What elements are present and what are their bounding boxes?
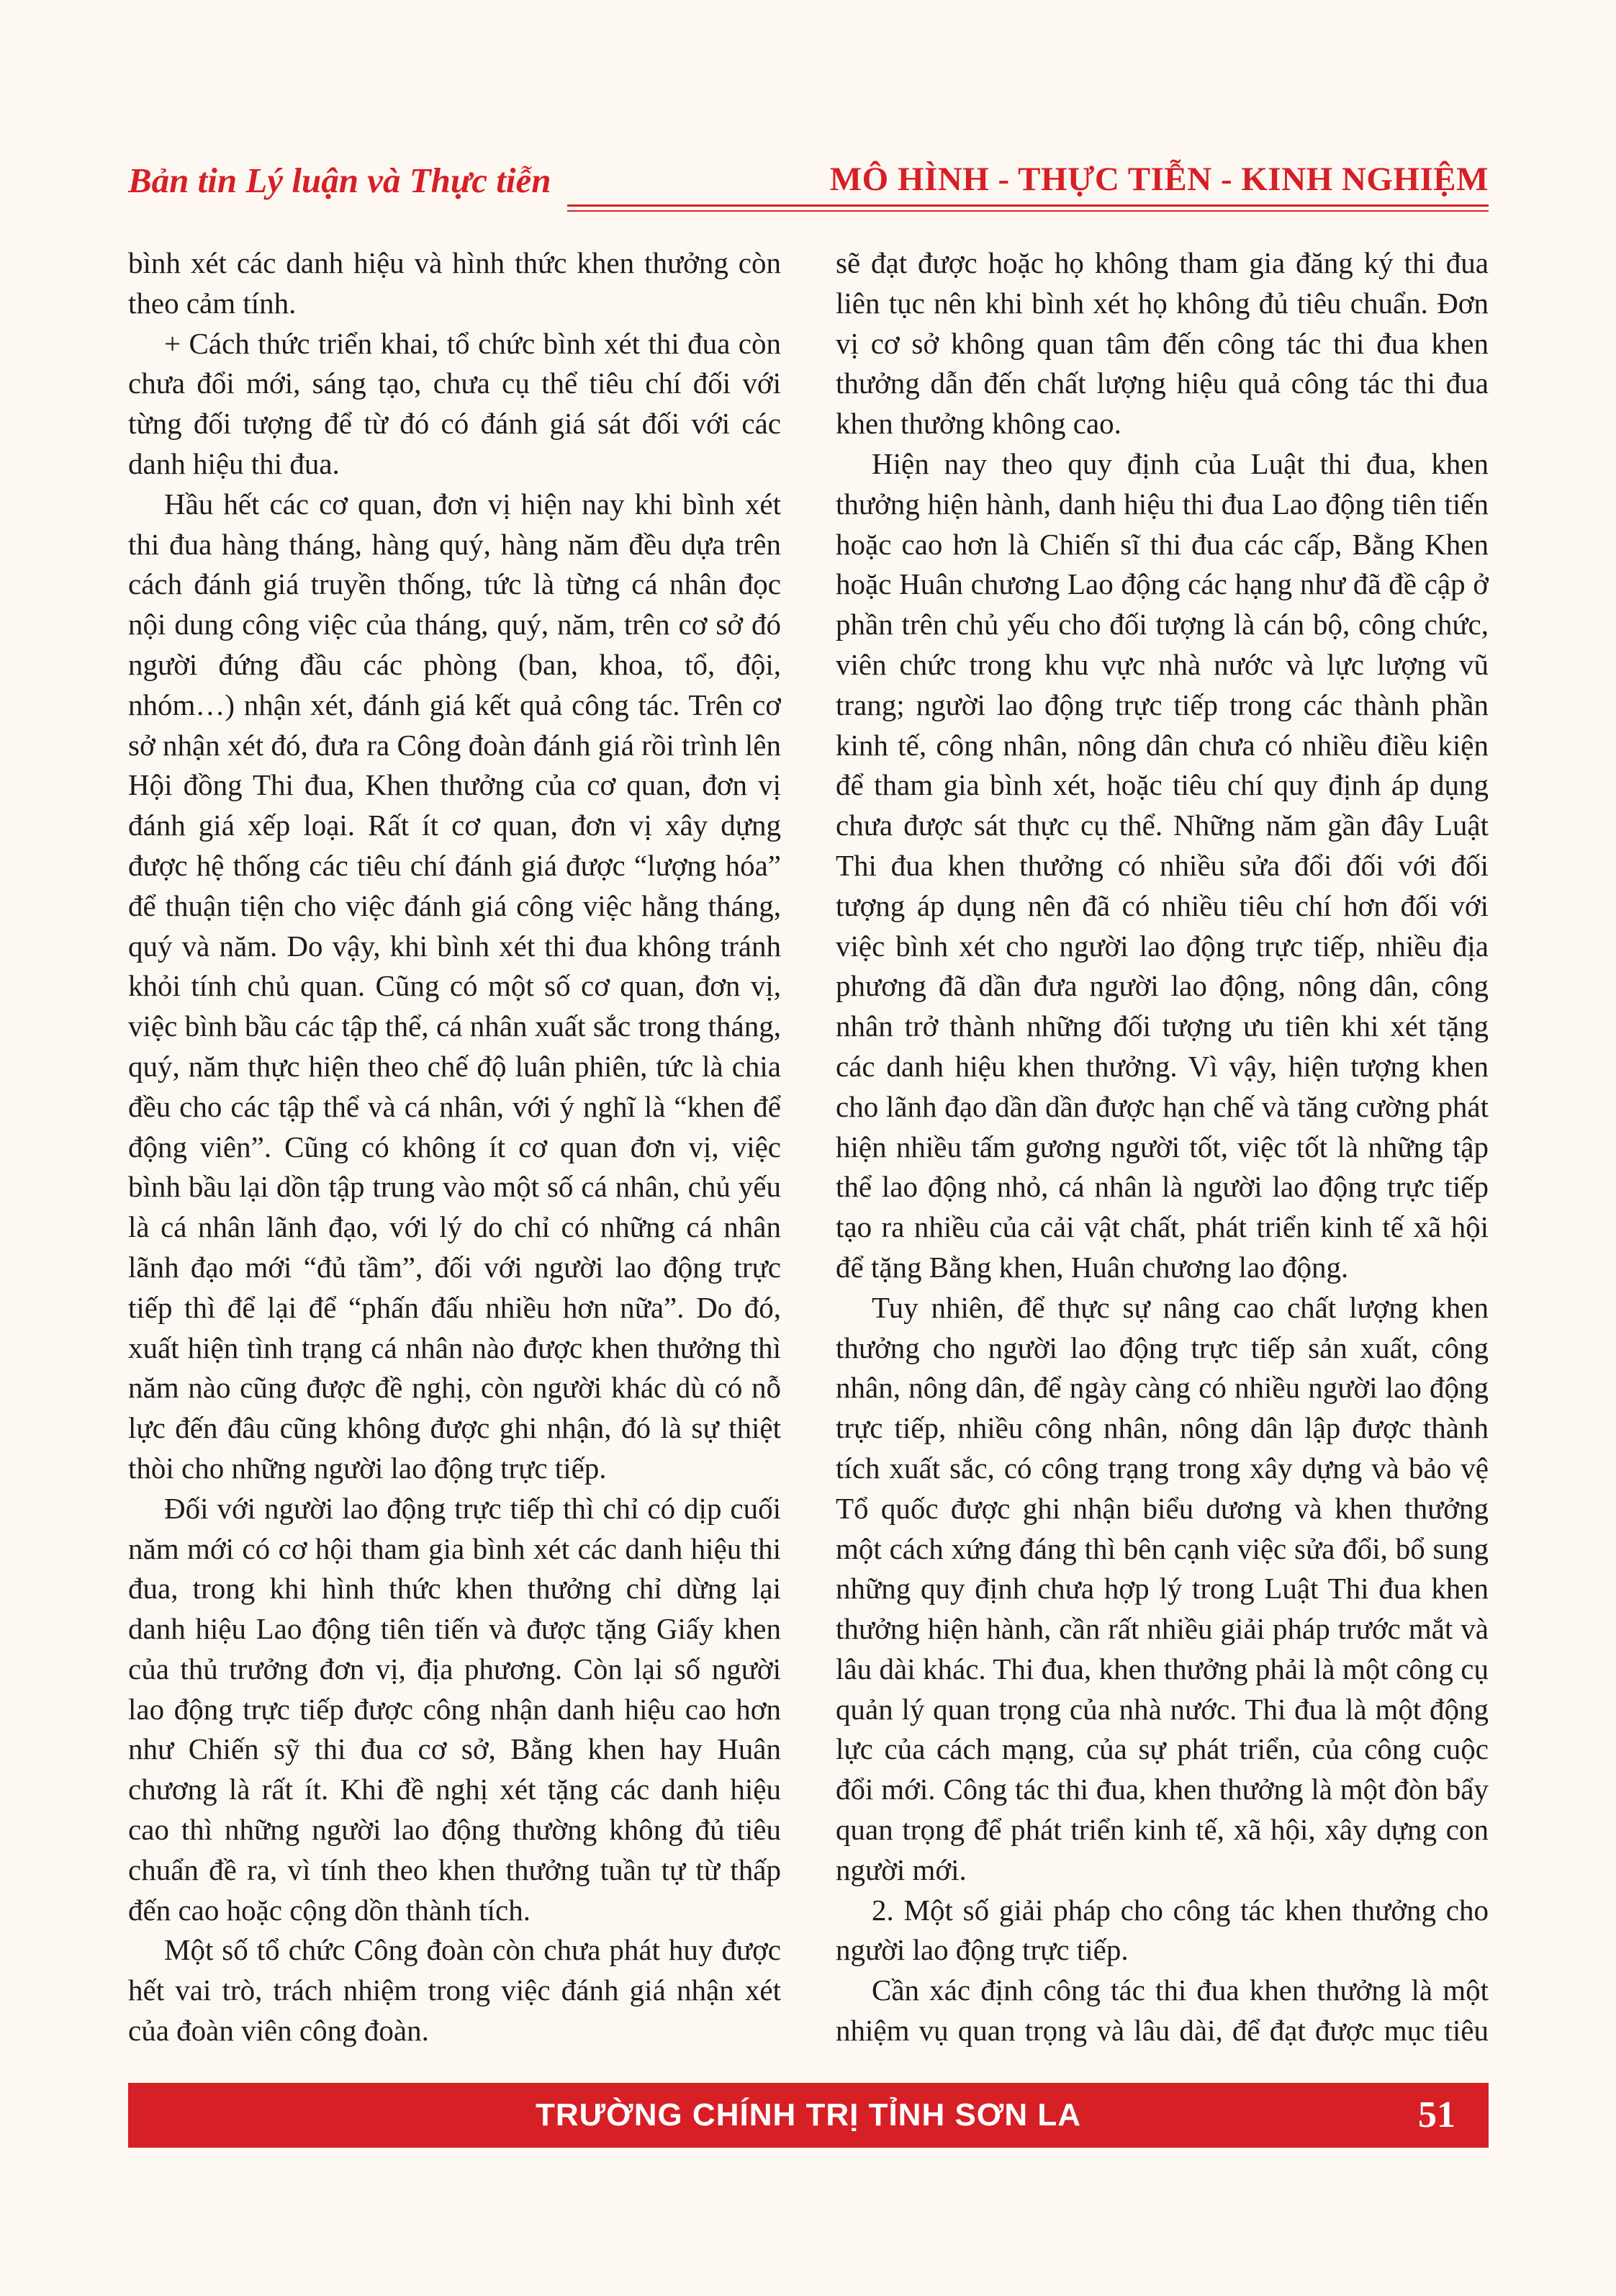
header-rule	[567, 204, 1489, 207]
footer-institution: TRƯỜNG CHÍNH TRỊ TỈNH SƠN LA	[536, 2097, 1081, 2133]
header-rule-thin	[567, 210, 1489, 212]
paragraph: Đối với người lao động trực tiếp thì chỉ có dịp cuối năm mới có cơ hội tham gia bình xét các danh hiệu thi đua, trong khi hình thức khen thưởng chỉ dừng lại danh hiệu Lao động tiên tiến và được tặng Giấy khen của thủ trưởng đơn vị, địa phương. Còn lại số người lao động trực tiếp được công nhận danh hiệu cao hơn như Chiến sỹ thi đua cơ sở, Bằng khen hay Huân chương là rất ít. Khi đề nghị xét tặng các danh hiệu cao thì những người lao động thường không đủ tiêu chuẩn đề ra, vì tính theo khen thưởng tuần tự từ thấp đến cao hoặc cộng dồn thành tích.	[128, 1491, 781, 1927]
section-title: MÔ HÌNH - THỰC TIỄN - KINH NGHIỆM	[829, 161, 1489, 198]
paragraph: Tuy nhiên, để thực sự nâng cao chất lượng khen thưởng cho người lao động trực tiếp sản xuất, công nhân, nông dân, để ngày càng có nhiều người lao động trực tiếp, nhiều công nhân, nông dân lập được thành tích xuất sắc, có công trạng trong xây dựng và bảo vệ Tổ quốc được ghi nhận biểu dương và khen thưởng một cách xứng đáng thì bên cạnh việc sửa đổi, bổ sung những quy định chưa hợp lý trong Luật Thi đua khen thưởng hiện hành, cần rất nhiều giải pháp trước mắt và lâu dài khác. Thi đua, khen thưởng phải là một công cụ quản lý quan trọng của nhà nước. Thi đua là một động lực của cách mạng, của sự phát triển, của công cuộc đổi mới. Công tác thi đua, khen thưởng là một đòn bẩy quan trọng để phát triển kinh tế, xã hội, xây dựng con người mới.	[836, 1290, 1489, 1886]
paragraph: + Cách thức triển khai, tổ chức bình xét thi đua còn chưa đổi mới, sáng tạo, chưa cụ thể tiêu chí đối với từng đối tượng để từ đó có đánh giá sát đối với các danh hiệu thi đua.	[128, 326, 781, 480]
paragraph: bình xét các danh hiệu và hình thức khen thưởng còn theo cảm tính.	[128, 246, 781, 320]
left-column	[128, 243, 781, 2050]
paragraph: sẽ đạt được hoặc họ không tham gia đăng ký thi đua liên tục nên khi bình xét họ không đủ tiêu chuẩn. Đơn vị cơ sở không quan tâm đến công tác thi đua khen thưởng dẫn đến chất lượng hiệu quả công tác thi đua khen thưởng không cao.	[836, 246, 1489, 441]
page-footer	[128, 2083, 1489, 2148]
page-header	[128, 160, 1489, 217]
paragraph: Hầu hết các cơ quan, đơn vị hiện nay khi bình xét thi đua hàng tháng, hàng quý, hàng năm đều dựa trên cách đánh giá truyền thống, tức là từng cá nhân đọc nội dung công việc của tháng, quý, năm, trên cơ sở đó người đứng đầu các phòng (ban, khoa, tổ, đội, nhóm…) nhận xét, đánh giá kết quả công tác. Trên cơ sở nhận xét đó, đưa ra Công đoàn đánh giá rồi trình lên Hội đồng Thi đua, Khen thưởng của cơ quan, đơn vị đánh giá xếp loại. Rất ít cơ quan, đơn vị xây dựng được hệ thống các tiêu chí đánh giá được “lượng hóa” để thuận tiện cho việc đánh giá công việc hằng tháng, quý và năm. Do vậy, khi bình xét thi đua không tránh khỏi tính chủ quan. Cũng có một số cơ quan, đơn vị, việc bình bầu các tập thể, cá nhân xuất sắc trong tháng, quý, năm thực hiện theo chế độ luân phiên, tức là chia đều cho các tập thể và cá nhân, với ý nghĩ là “khen để động viên”. Cũng có không ít cơ quan đơn vị, việc bình bầu lại dồn tập trung vào một số cá nhân, chủ yếu là cá nhân lãnh đạo, với lý do chỉ có những cá nhân lãnh đạo mới “đủ tầm”, đối với người lao động trực tiếp thì để lại để “phấn đấu nhiều hơn nữa”. Do đó, xuất hiện tình trạng cá nhân nào được khen thưởng thì năm nào cũng được đề nghị, còn người khác dù có nỗ lực đến đâu cũng không được ghi nhận, đó là sự thiệt thòi cho những người lao động trực tiếp.	[128, 487, 781, 1485]
paragraph: Một số tổ chức Công đoàn còn chưa phát huy được hết vai trò, trách nhiệm trong việc đánh giá nhận xét của đoàn viên công đoàn.	[128, 1933, 781, 2048]
paragraph: Hiện nay theo quy định của Luật thi đua, khen thưởng hiện hành, danh hiệu thi đua Lao động tiên tiến hoặc cao hơn là Chiến sĩ thi đua các cấp, Bằng Khen hoặc Huân chương Lao động các hạng như đã đề cập ở phần trên chủ yếu cho đối tượng là cán bộ, công chức, viên chức trong khu vực nhà nước và lực lượng vũ trang; người lao động trực tiếp trong các thành phần kinh tế, công nhân, nông dân chưa có nhiều điều kiện để tham gia bình xét, hoặc tiêu chí quy định áp dụng chưa được sát thực cụ thể. Những năm gần đây Luật Thi đua khen thưởng có nhiều sửa đổi đối với đối tượng áp dụng nên đã có nhiều tiêu chí hơn đối với việc bình xét cho người lao động trực tiếp, nhiều địa phương đã dần đưa người lao động, nông dân, công nhân trở thành những đối tượng ưu tiên khi xét tặng các danh hiệu khen thưởng. Vì vậy, hiện tượng khen cho lãnh đạo dần dần được hạn chế và tăng cường phát hiện nhiều tấm gương người tốt, việc tốt là những tập thể lao động nhỏ, cá nhân là người lao động trực tiếp tạo ra nhiều của cải vật chất, phát triển kinh tế xã hội để tặng Bằng khen, Huân chương lao động.	[836, 446, 1489, 1284]
publication-title: Bản tin Lý luận và Thực tiễn	[128, 161, 551, 200]
article-body	[128, 243, 1489, 2050]
page-number: 51	[1418, 2094, 1455, 2135]
section-heading: 2. Một số giải pháp cho công tác khen thưởng cho người lao động trực tiếp.	[836, 1893, 1489, 1967]
right-column	[836, 243, 1489, 2050]
paragraph: Cần xác định công tác thi đua khen thưởng là một nhiệm vụ quan trọng và lâu dài, để đạt được mục tiêu	[836, 1973, 1489, 2048]
